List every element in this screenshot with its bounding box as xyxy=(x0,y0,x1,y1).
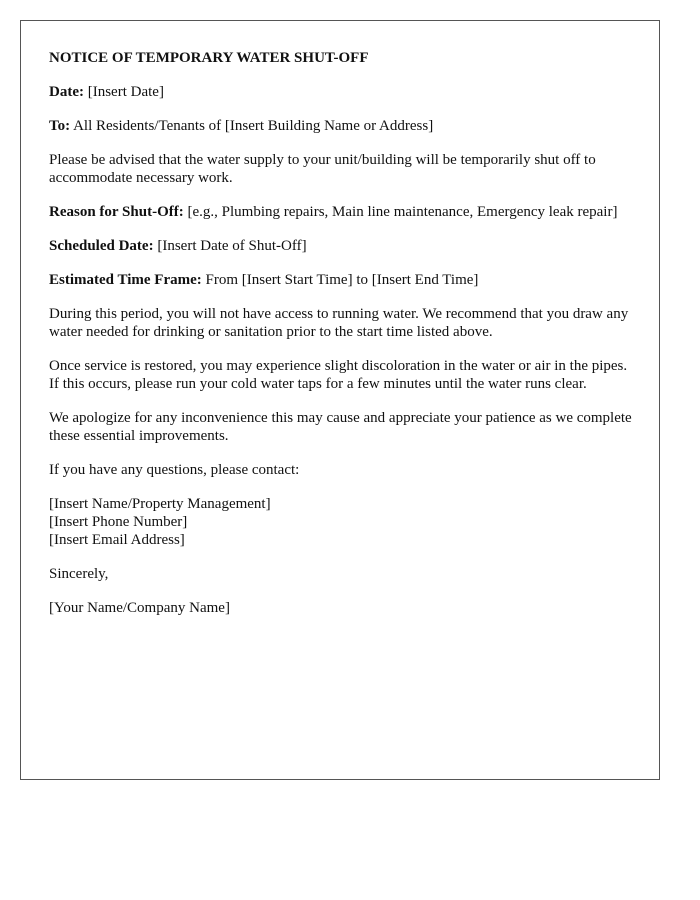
to-label: To: xyxy=(49,118,71,134)
notice-page xyxy=(20,20,660,780)
contact-block xyxy=(49,495,639,549)
to-line xyxy=(49,117,639,135)
date-label: Date: xyxy=(49,84,84,100)
restored-paragraph: Once service is restored, you may experience slight discoloration in the water or air in the pipes. If this occurs, please run your cold water taps for a few minutes until the water runs clear. xyxy=(49,358,628,392)
scheduled-value: [Insert Date of Shut-Off] xyxy=(157,238,307,254)
apology-paragraph: We apologize for any inconvenience this may cause and appreciate your patience as we complete these essential improvements. xyxy=(49,410,632,444)
signature-line: [Your Name/Company Name] xyxy=(49,600,230,616)
reason-label: Reason for Shut-Off: xyxy=(49,204,184,220)
reason-line xyxy=(49,203,639,221)
intro-paragraph: Please be advised that the water supply to your unit/building will be temporarily shut off to accommodate necessary work. xyxy=(49,152,596,186)
timeframe-label: Estimated Time Frame: xyxy=(49,272,202,288)
notice-content xyxy=(49,49,639,633)
to-value: All Residents/Tenants of [Insert Building Name or Address] xyxy=(73,118,434,134)
notice-title: NOTICE OF TEMPORARY WATER SHUT-OFF xyxy=(49,50,369,66)
date-line xyxy=(49,83,639,101)
contact-name: [Insert Name/Property Management] xyxy=(49,496,271,512)
during-paragraph: During this period, you will not have access to running water. We recommend that you draw any water needed for drinking or sanitation prior to the start time listed above. xyxy=(49,306,629,340)
contact-phone: [Insert Phone Number] xyxy=(49,514,188,530)
date-value: [Insert Date] xyxy=(87,84,164,100)
timeframe-value: From [Insert Start Time] to [Insert End Time] xyxy=(205,272,479,288)
closing-line: Sincerely, xyxy=(49,566,109,582)
timeframe-line xyxy=(49,271,639,289)
questions-paragraph: If you have any questions, please contact: xyxy=(49,462,300,478)
scheduled-label: Scheduled Date: xyxy=(49,238,154,254)
contact-email: [Insert Email Address] xyxy=(49,532,185,548)
reason-value: [e.g., Plumbing repairs, Main line maintenance, Emergency leak repair] xyxy=(187,204,618,220)
scheduled-line xyxy=(49,237,639,255)
